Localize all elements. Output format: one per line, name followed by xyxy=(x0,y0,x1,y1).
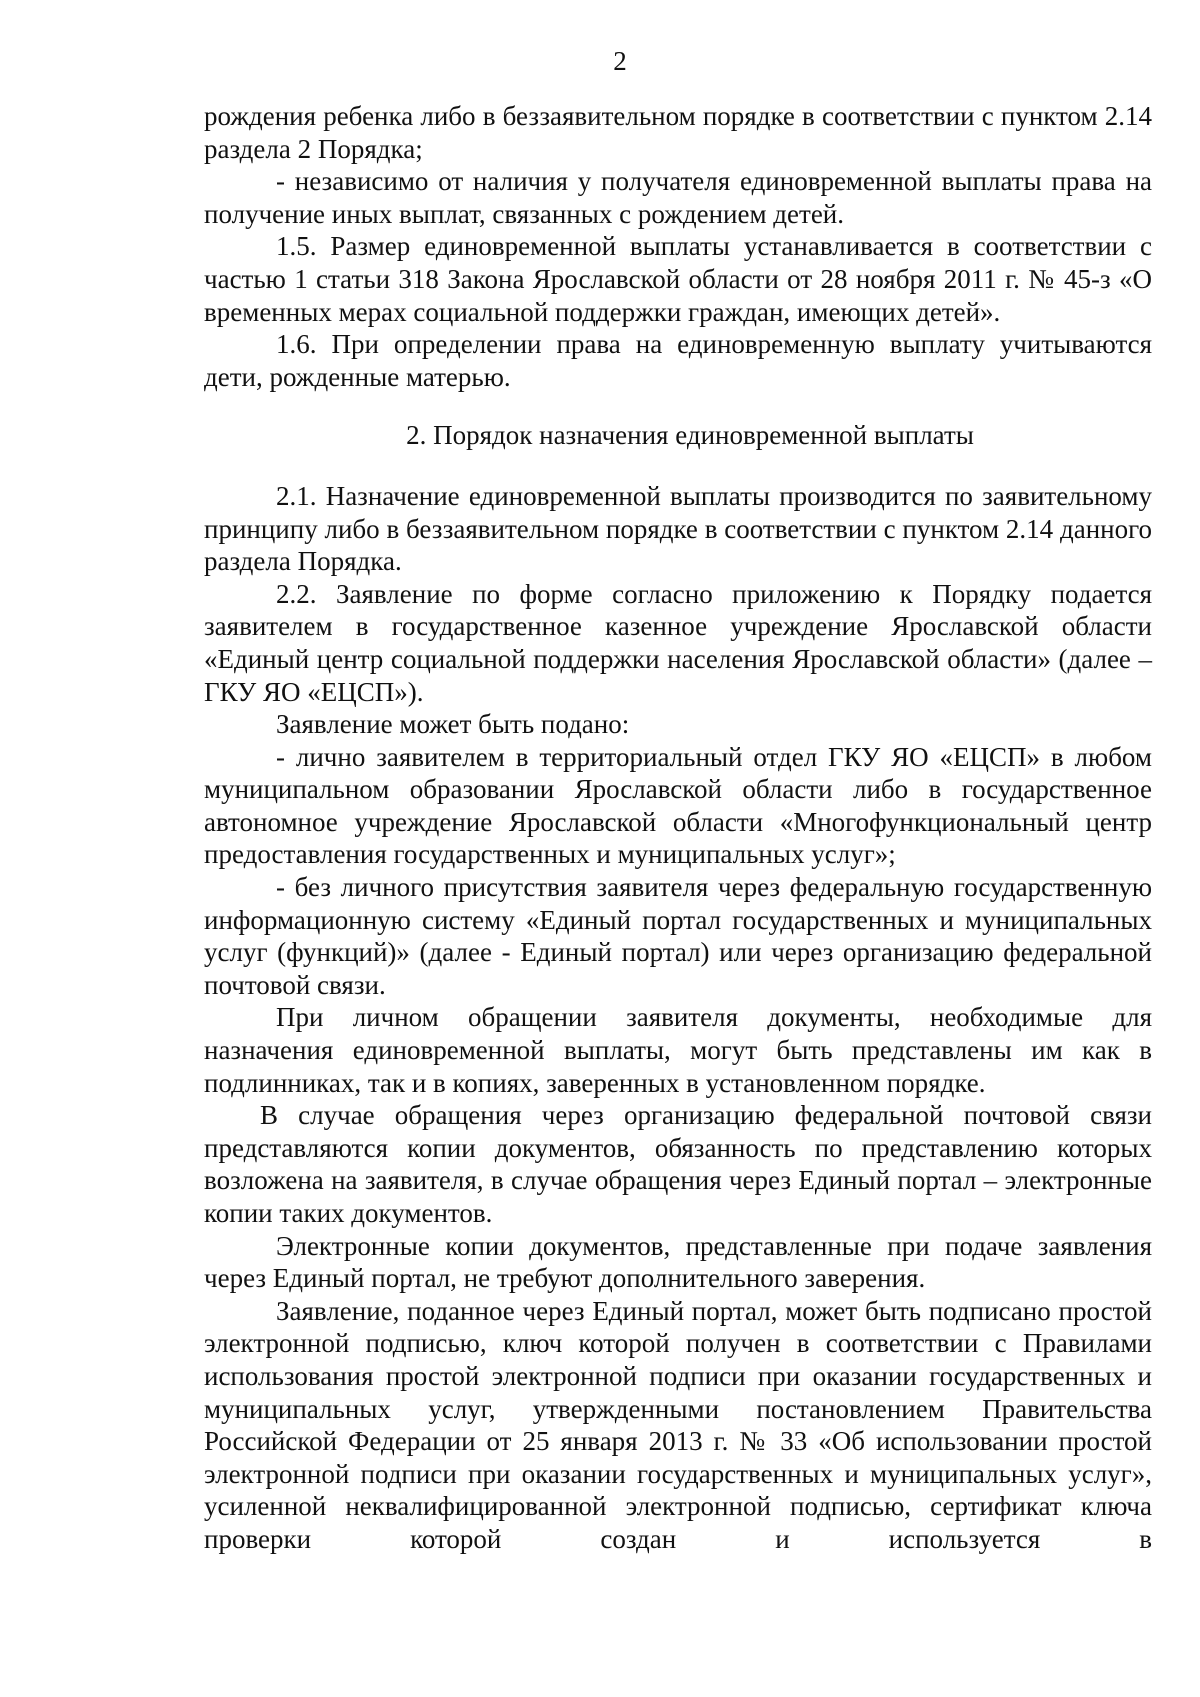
paragraph-postal: В случае обращения через организацию федеральной почтовой связи представляются копии документов, обязанность по представлению которых возложена на заявителя, в случае обращения через Единый портал – электронные копии таких документов. xyxy=(204,1100,1152,1228)
paragraph-continuation: рождения ребенка либо в беззаявительном порядке в соответствии с пунктом 2.14 раздела 2 Порядка; xyxy=(204,101,1152,164)
paragraph-electronic-signature: Заявление, поданное через Единый портал, может быть подписано простой электронной подписью, ключ которой получен в соответствии с Правилами использования простой электронной подписи при оказании государственных и муниципальных услуг, утвержденными постановлением Правительства Российской Федерации от 25 января 2013 г. № 33 «Об использовании простой электронной подписи при оказании государственных и муниципальных услуг», усиленной неквалифицированной электронной подписью, сертификат ключа проверки которой создан и используется в xyxy=(204,1295,1152,1554)
paragraph-list-item: - независимо от наличия у получателя единовременной выплаты права на получение иных выплат, связанных с рождением детей. xyxy=(204,166,1152,229)
paragraph-2-2: 2.2. Заявление по форме согласно приложению к Порядку подается заявителем в государственное казенное учреждение Ярославской области «Единый центр социальной поддержки населения Ярославской области» (далее – ГКУ ЯО «ЕЦСП»). xyxy=(204,578,1152,707)
paragraph-electronic-copies: Электронные копии документов, представленные при подаче заявления через Единый портал, не требуют дополнительного заверения. xyxy=(204,1230,1152,1294)
paragraph-submission-intro: Заявление может быть подано: xyxy=(276,709,630,740)
section-heading: 2. Порядок назначения единовременной выплаты xyxy=(406,420,974,451)
paragraph-1-5: 1.5. Размер единовременной выплаты устанавливается в соответствии с частью 1 статьи 318 Закона Ярославской области от 28 ноября 2011 г. № 45-з «О временных мерах социальной поддержки граждан, имеющих детей». xyxy=(204,231,1152,327)
paragraph-1-6: 1.6. При определении права на единовременную выплату учитываются дети, рожденные матерью. xyxy=(204,329,1152,392)
paragraph-2-1: 2.1. Назначение единовременной выплаты производится по заявительному принципу либо в беззаявительном порядке в соответствии с пунктом 2.14 данного раздела Порядка. xyxy=(204,480,1152,577)
paragraph-personal-visit: При личном обращении заявителя документы, необходимые для назначения единовременной выплаты, могут быть представлены им как в подлинниках, так и в копиях, заверенных в установленном порядке. xyxy=(204,1002,1152,1098)
document-body xyxy=(204,100,1152,1556)
paragraph-submission-in-person: - лично заявителем в территориальный отдел ГКУ ЯО «ЕЦСП» в любом муниципальном образовании Ярославской области либо в государственное автономное учреждение Ярославской области «Многофункциональный центр предоставления государственных и муниципальных услуг»; xyxy=(204,741,1152,870)
page-number: 2 xyxy=(613,46,627,76)
paragraph-submission-remote: - без личного присутствия заявителя через федеральную государственную информационную систему «Единый портал государственных и муниципальных услуг (функций)» (далее - Единый портал) или через организацию федеральной почтовой связи. xyxy=(204,872,1152,1000)
